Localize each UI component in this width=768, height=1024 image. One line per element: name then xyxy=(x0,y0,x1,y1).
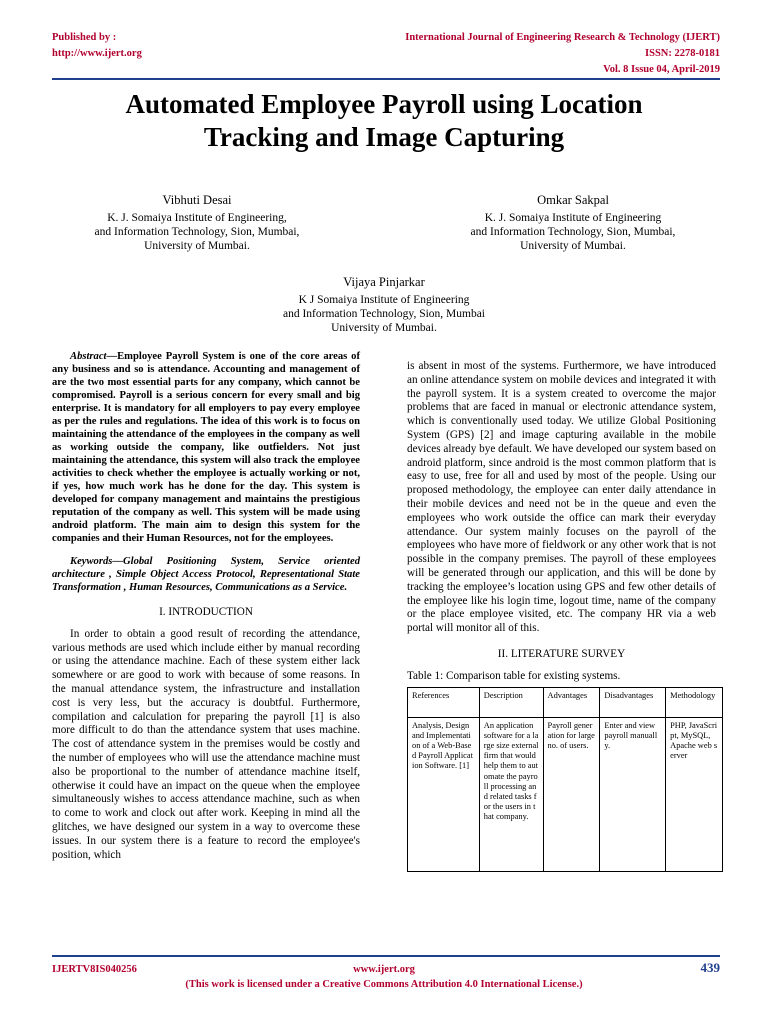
paper-code: IJERTV8IS040256 xyxy=(52,964,137,975)
license-notice: (This work is licensed under a Creative Commons Attribution 4.0 International License.) xyxy=(185,979,583,990)
comparison-table xyxy=(407,687,723,872)
abstract-body: —Employee Payroll System is one of the core areas of any business and so is attendance. Accounting and management of are the two most essential parts for any company, which cannot be compromised. Payroll is a serious concern for every small and big enterprise. It is mandatory for all employers to pay every employee as per the rules and regulations. The idea of this work is to focus on maintaining the attendance of the employees in the company as well as working outside the company, like outfielders. Not just maintaining the attendance, this system will also track the employee activities to check whether the employee is actually working or not, if yes, how much work has he done for the day. This system is developed for company management and maintains the prestigious reputation of the company as well. This system will be made using android platform. The main aim to design this system for the companies and their Human Resources, not for the employees. xyxy=(52,351,360,544)
table-header-cell: Methodology xyxy=(666,687,723,717)
author-name: Vibhuti Desai xyxy=(162,193,232,207)
author-affiliation: University of Mumbai. xyxy=(144,240,250,252)
table-header-cell: References xyxy=(408,687,480,717)
header-divider xyxy=(52,78,720,80)
author-name: Omkar Sakpal xyxy=(537,193,609,207)
table-header-cell: Advantages xyxy=(543,687,600,717)
left-column xyxy=(52,350,360,862)
abstract xyxy=(52,350,360,545)
journal-name: International Journal of Engineering Research & Technology (IJERT) xyxy=(405,32,720,43)
paper-title xyxy=(40,88,728,154)
keywords: Keywords—Global Positioning System, Service oriented architecture , Simple Object Access Protocol, Representational State Transformation , Human Resources, Communications as a Service. xyxy=(52,556,360,593)
author-affiliation: K. J. Somaiya Institute of Engineering xyxy=(484,212,662,224)
table-cell: Analysis, Design and Implementation of a Web-Based Payroll Application Software. [1] xyxy=(408,717,480,871)
publisher-block xyxy=(52,30,142,62)
footer-website-link[interactable]: www.ijert.org xyxy=(353,964,415,975)
issn-label: ISSN: 2278-0181 xyxy=(645,48,720,59)
author-affiliation: and Information Technology, Sion, Mumbai xyxy=(282,308,485,320)
section-heading-literature-survey: II. LITERATURE SURVEY xyxy=(497,647,626,660)
published-by-label: Published by : xyxy=(52,32,117,43)
journal-info-block xyxy=(405,30,720,78)
author-affiliation: University of Mumbai. xyxy=(331,322,437,334)
table-cell: An application software for a large size external firm that would help them to automate the payroll processing and related tasks for the users in that company. xyxy=(479,717,543,871)
title-line-1: Automated Employee Payroll using Location xyxy=(125,89,643,119)
table-caption: Table 1: Comparison table for existing systems. xyxy=(407,669,621,682)
title-line-2: Tracking and Image Capturing xyxy=(203,122,565,152)
author-affiliation: K J Somaiya Institute of Engineering xyxy=(298,294,470,306)
table-row xyxy=(408,717,723,871)
right-column xyxy=(407,360,716,872)
table-header-row xyxy=(408,687,723,717)
author-affiliation: and Information Technology, Sion, Mumbai, xyxy=(470,226,676,238)
page-number: 439 xyxy=(700,960,720,975)
table-cell: Enter and view payroll manually. xyxy=(600,717,666,871)
author-affiliation: K. J. Somaiya Institute of Engineering, xyxy=(107,212,287,224)
table-header-cell: Description xyxy=(479,687,543,717)
author-name: Vijaya Pinjarkar xyxy=(343,275,425,289)
body-paragraph: is absent in most of the systems. Furthermore, we have introduced an online attendance system on mobile devices and integrated it with the payroll system. It is a system created to overcome the major problems that are faced in manual or electronic attendance system, which is conventionally used today. We utilize Global Positioning System (GPS) [2] and image capturing available in the mobile devices already bye default. We have developed our system based on android platform, since android is the most common platform that is easy to use, free for all and used by most of the people. Using our proposed methodology, the employee can enter daily attendance in their mobile devices and need not be in the queue and even the employees who work outside the office can mark their everyday attendance. Our system mainly focuses on the payroll of the employees who have more of fieldwork or any other work that is not possible in the company premises. The payroll of these employees will be generated through our application, and this will be done by tracking the employee’s location using GPS and few other details of the employee like his login time, logout time, name of the company or the place employee visited, etc. The company HR via a web portal will monitor all of this. xyxy=(407,360,716,635)
author-affiliation: University of Mumbai. xyxy=(520,240,626,252)
footer-divider xyxy=(52,955,720,957)
introduction-paragraph: In order to obtain a good result of recording the attendance, various methods are used which include either by manual recording or using the attendance machine. Each of these system either lack somewhere or are good to work with because of some reasons. In the manual attendance system, the infrastructure and installation cost is very less, but the accuracy is doubtful. Furthermore, compilation and calculation for preparing the payroll [1] is also more difficult to do than the attendance system that uses machine. The cost of attendance system in the premises would be costly and the number of employees who will use the attendance machine must also be proportional to the number of attendance machine itself, otherwise it could have an impact on the queue when the employee simultaneously wishes to access attendance machine, such as when to come to work and clock out after work. Keeping in mind all the glitches, we have designed our system in a way to overcome these issues. In our system there is a feature to record the employee's position, which xyxy=(52,627,360,861)
journal-website-link[interactable]: http://www.ijert.org xyxy=(52,48,142,59)
section-heading-introduction: I. INTRODUCTION xyxy=(159,606,253,618)
table-header-cell: Disadvantages xyxy=(600,687,666,717)
author-block-2 xyxy=(438,193,708,253)
author-block-1 xyxy=(52,193,342,253)
author-block-3 xyxy=(234,275,534,335)
volume-label: Vol. 8 Issue 04, April-2019 xyxy=(603,64,720,75)
table-cell: PHP, JavaScript, MySQL, Apache web server xyxy=(666,717,723,871)
author-affiliation: and Information Technology, Sion, Mumbai, xyxy=(94,226,300,238)
table-cell: Payroll generation for large no. of users. xyxy=(543,717,600,871)
abstract-lead: Abstract xyxy=(70,351,107,362)
